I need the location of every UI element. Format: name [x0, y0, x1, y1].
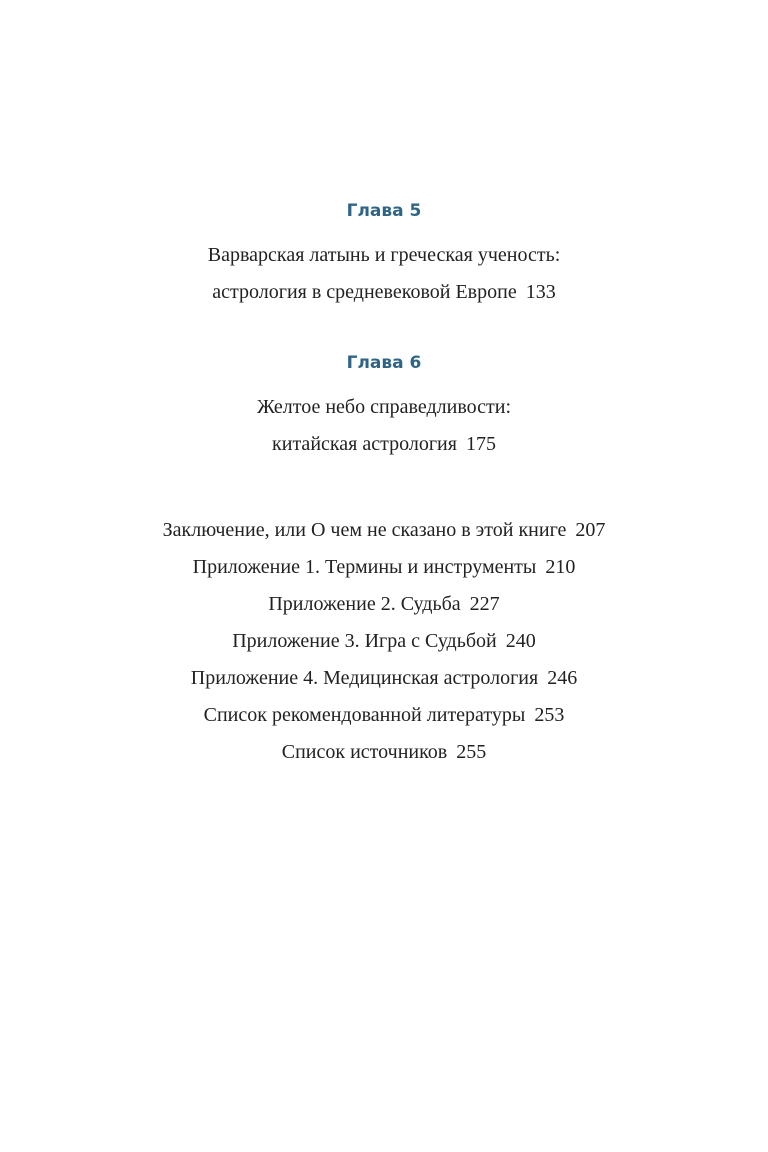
page-number: 253	[534, 704, 565, 726]
entry-title: Список источников	[281, 741, 448, 763]
toc-entry-conclusion	[0, 512, 768, 549]
toc-entry-appendix-4	[0, 660, 768, 697]
chapter-title-text: астрология в средневековой Европе	[212, 281, 517, 303]
back-matter-list	[0, 512, 768, 771]
chapter-title-line-1	[0, 389, 768, 426]
toc-entry-appendix-3	[0, 623, 768, 660]
chapter-title-line-2	[0, 426, 768, 463]
entry-title: Заключение, или О чем не сказано в этой книге	[162, 519, 567, 541]
chapter-title-text: Варварская латынь и греческая ученость:	[207, 244, 561, 266]
entry-title: Приложение 4. Медицинская астрология	[190, 667, 539, 689]
entry-title: Приложение 2. Судьба	[268, 593, 461, 615]
page-number: 240	[505, 630, 536, 652]
entry-title: Список рекомендованной литературы	[203, 704, 526, 726]
chapter-title-line-2	[0, 274, 768, 311]
entry-title: Приложение 3. Игра с Судьбой	[232, 630, 497, 652]
page-number: 246	[547, 667, 578, 689]
page-number: 175	[465, 433, 496, 455]
page-number: 255	[456, 741, 487, 763]
toc-entry-recommended-reading	[0, 697, 768, 734]
chapter-title-line-1	[0, 237, 768, 274]
toc-entry-appendix-2	[0, 586, 768, 623]
page-number: 210	[545, 556, 576, 578]
chapter-heading: Глава 5	[346, 201, 422, 221]
page-number: 133	[525, 281, 556, 303]
toc-chapter-5	[0, 200, 768, 311]
entry-title: Приложение 1. Термины и инструменты	[192, 556, 537, 578]
page-number: 227	[469, 593, 500, 615]
toc-chapter-6	[0, 352, 768, 463]
toc-entry-appendix-1	[0, 549, 768, 586]
toc-entry-sources	[0, 734, 768, 771]
chapter-heading: Глава 6	[346, 353, 422, 373]
page-number: 207	[575, 519, 606, 541]
chapter-title-text: китайская астрология	[272, 433, 457, 455]
chapter-title-text: Желтое небо справедливости:	[256, 396, 512, 418]
